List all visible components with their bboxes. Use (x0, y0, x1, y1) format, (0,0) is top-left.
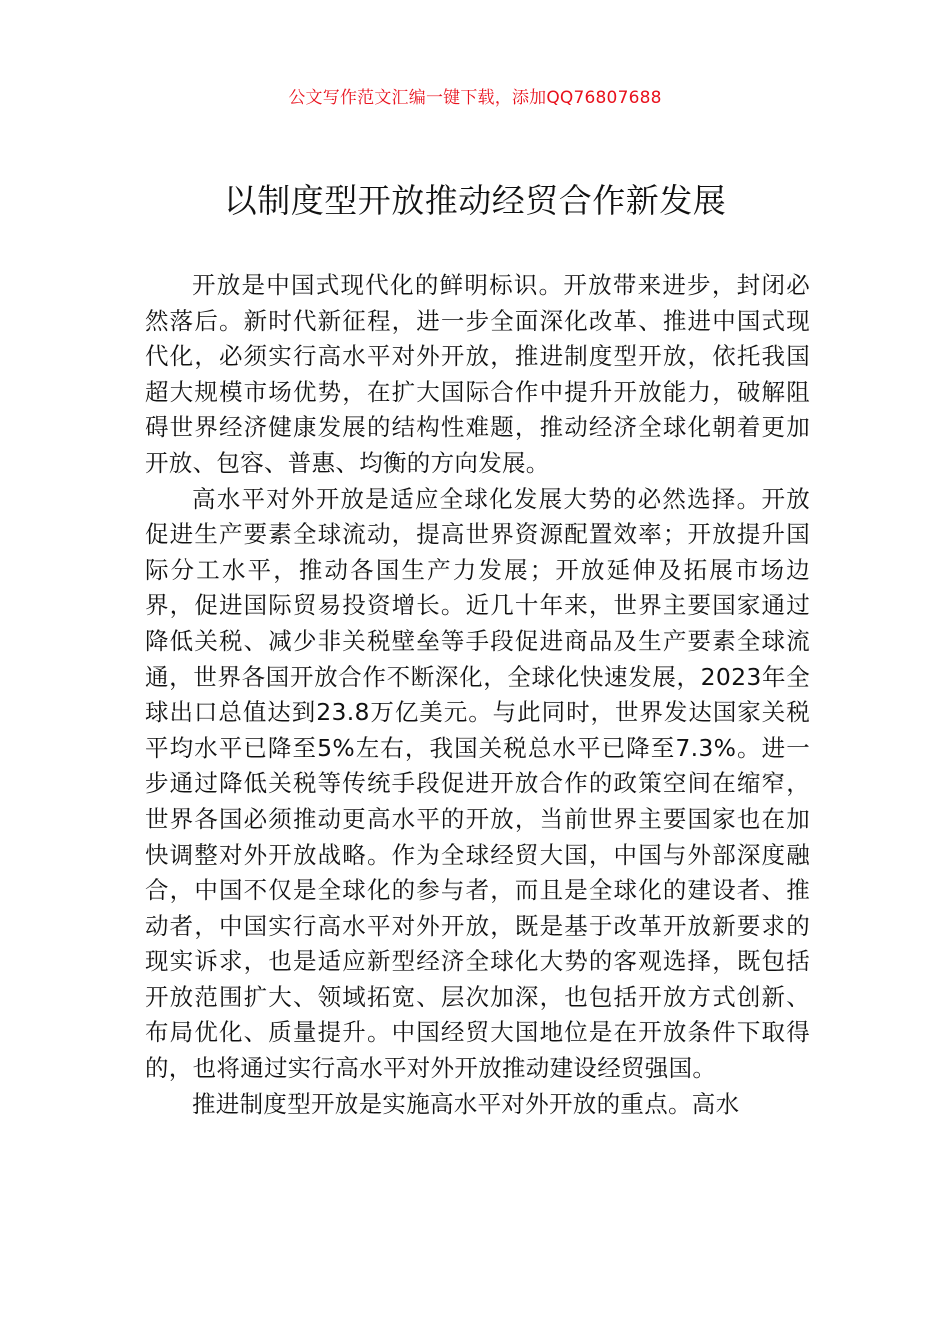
document-body (145, 268, 810, 1122)
paragraph-2: 高水平对外开放是适应全球化发展大势的必然选择。开放促进生产要素全球流动，提高世界资源配置效率；开放提升国际分工水平，推动各国生产力发展；开放延伸及拓展市场边界，促进国际贸易投资增长。近几十年来，世界主要国家通过降低关税、减少非关税壁垒等手段促进商品及生产要素全球流通，世界各国开放合作不断深化，全球化快速发展，2023年全球出口总值达到23.8万亿美元。与此同时，世界发达国家关税平均水平已降至5%左右，我国关税总水平已降至7.3%。进一步通过降低关税等传统手段促进开放合作的政策空间在缩窄，世界各国必须推动更高水平的开放，当前世界主要国家也在加快调整对外开放战略。作为全球经贸大国，中国与外部深度融合，中国不仅是全球化的参与者，而且是全球化的建设者、推动者，中国实行高水平对外开放，既是基于改革开放新要求的现实诉求，也是适应新型经济全球化大势的客观选择，既包括开放范围扩大、领域拓宽、层次加深，也包括开放方式创新、布局优化、质量提升。中国经贸大国地位是在开放条件下取得的，也将通过实行高水平对外开放推动建设经贸强国。 (145, 484, 810, 1083)
paragraph-1: 开放是中国式现代化的鲜明标识。开放带来进步，封闭必然落后。新时代新征程，进一步全面深化改革、推进中国式现代化，必须实行高水平对外开放，推进制度型开放，依托我国超大规模市场优势，在扩大国际合作中提升开放能力，破解阻碍世界经济健康发展的结构性难题，推动经济全球化朝着更加开放、包容、普惠、均衡的方向发展。 (145, 271, 810, 477)
document-title: 以制度型开放推动经贸合作新发展 (223, 181, 727, 220)
paragraph-3: 推进制度型开放是实施高水平对外开放的重点。高水 (192, 1089, 740, 1118)
promo-banner[interactable]: 公文写作范文汇编一键下载，添加QQ76807688 (288, 88, 662, 108)
